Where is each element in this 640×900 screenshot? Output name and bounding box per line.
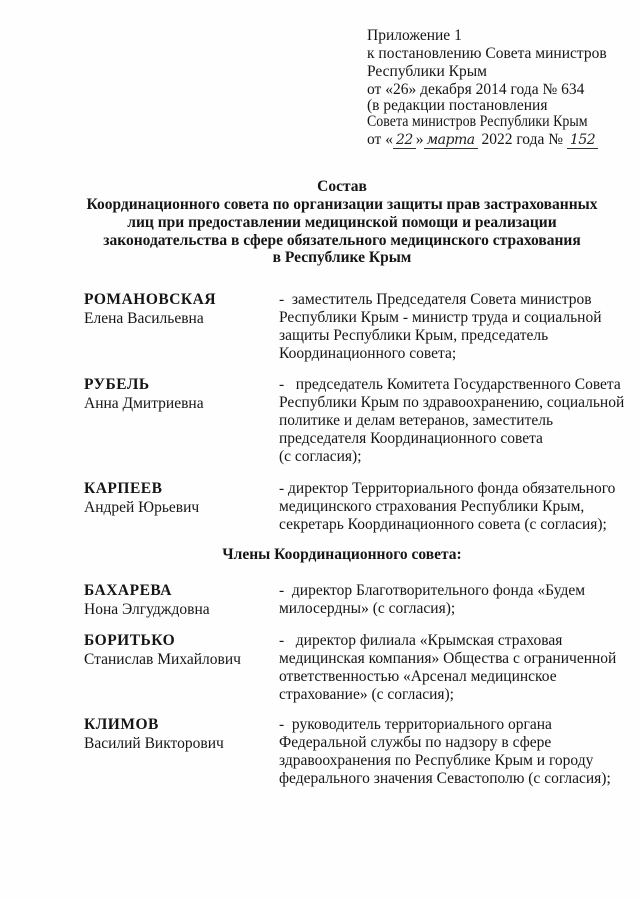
appendix-reference-line: к постановлению Совета министров	[367, 45, 607, 62]
given-name: Станислав Михайлович	[84, 650, 241, 668]
council-entry-member	[84, 716, 624, 788]
appendix-reference-date: от «26» декабря 2014 года № 634	[367, 81, 585, 98]
appendix-label: Приложение 1	[367, 27, 462, 44]
surname: БОРИТЬКО	[84, 632, 176, 649]
role-description	[279, 376, 624, 466]
handwritten-number: 152	[567, 132, 598, 149]
council-entry-secretary	[84, 480, 624, 534]
document-title-line: Координационного совета по организации защиты прав застрахованных	[86, 196, 598, 213]
role-line: Республики Крым - министр труда и социальной	[279, 309, 602, 326]
role-line: - руководитель территориального органа	[279, 716, 552, 733]
edition-date-year: 2022 года №	[481, 131, 564, 148]
surname: БАХАРЕВА	[84, 582, 172, 599]
role-line: Координационного совета;	[279, 345, 457, 362]
role-line: (с согласия);	[279, 448, 362, 465]
given-name: Андрей Юрьевич	[84, 498, 200, 516]
role-line: защиты Республики Крым, председатель	[279, 327, 549, 344]
members-heading: Члены Координационного совета:	[222, 546, 462, 563]
edition-date-suffix: »	[415, 131, 424, 148]
person-name	[84, 632, 279, 704]
document-title-line: в Республике Крым	[272, 249, 412, 266]
role-description	[279, 632, 616, 704]
role-line: медицинская компания» Общества с ограниченной	[279, 650, 617, 667]
role-line: - директор Благотворительного фонда «Будем	[279, 582, 586, 599]
surname: РУБЕЛЬ	[84, 376, 150, 393]
role-description	[279, 582, 585, 619]
role-line: - директор Территориального фонда обязательного	[279, 480, 616, 497]
role-line: медицинского страхования Республики Крым,	[279, 498, 585, 515]
given-name: Елена Васильевна	[84, 309, 204, 327]
given-name: Василий Викторович	[84, 734, 224, 752]
role-line: Республики Крым по здравоохранению, социальной	[279, 394, 625, 411]
role-line: федерального значения Севастополю (с согласия);	[279, 770, 611, 787]
role-line: здравоохранения по Республике Крым и городу	[279, 752, 594, 769]
edition-date-prefix: от «	[367, 131, 393, 148]
role-description	[279, 480, 615, 534]
document-title-line: лиц при предоставлении медицинской помощи и реализации	[127, 214, 557, 231]
role-line: председателя Координационного совета	[279, 430, 543, 447]
role-line: Федеральной службы по надзору в сфере	[279, 734, 552, 751]
role-line: ответственностью «Арсенал медицинское	[279, 668, 557, 685]
given-name: Нона Элгудждовна	[84, 600, 210, 618]
council-entry-member	[84, 632, 624, 704]
person-name	[84, 716, 279, 788]
role-line: секретарь Координационного совета (с согласия);	[279, 516, 607, 533]
role-line: политике и делам ветеранов, заместитель	[279, 412, 554, 429]
role-line: - директор филиала «Крымская страховая	[279, 632, 563, 649]
appendix-reference-line: Республики Крым	[367, 63, 487, 80]
person-name	[84, 376, 279, 466]
person-name	[84, 291, 279, 363]
role-line: - председатель Комитета Государственного Совета	[279, 376, 621, 393]
role-description	[279, 291, 602, 363]
surname: РОМАНОВСКАЯ	[84, 291, 217, 308]
surname: КАРПЕЕВ	[84, 480, 163, 497]
appendix-edition-line: Совета министров Республики Крым	[367, 113, 588, 130]
role-line: - заместитель Председателя Совета министров	[279, 291, 592, 308]
document-heading: Состав	[317, 178, 367, 195]
council-entry-deputy-chair	[84, 376, 624, 466]
document-title-line: законодательства в сфере обязательного медицинского страхования	[103, 232, 581, 249]
handwritten-month: марта	[424, 132, 478, 149]
surname: КЛИМОВ	[84, 716, 159, 733]
role-description	[279, 716, 611, 788]
handwritten-day: 22	[393, 132, 416, 149]
role-line: милосердны» (с согласия);	[279, 600, 456, 617]
appendix-edition-line: (в редакции постановления	[367, 97, 548, 114]
person-name	[84, 480, 279, 534]
appendix-edition-date	[367, 131, 598, 149]
council-entry-member	[84, 582, 624, 619]
person-name	[84, 582, 279, 619]
role-line: страхование» (с согласия);	[279, 686, 454, 703]
council-entry-chair	[84, 291, 624, 363]
given-name: Анна Дмитриевна	[84, 394, 204, 412]
